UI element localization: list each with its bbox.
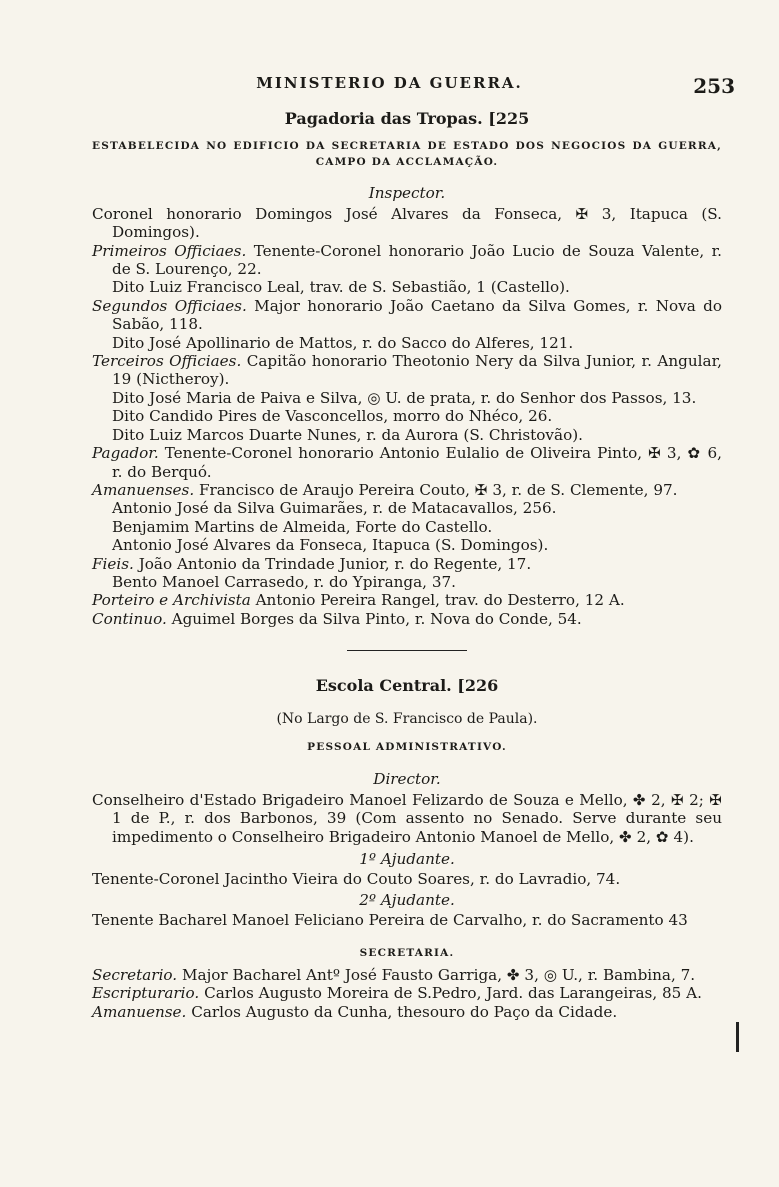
ajudante2-heading: 2º Ajudante. (359, 890, 455, 909)
secretaria-entries (92, 966, 722, 1021)
entry-text: Major honorario João Caetano da Silva Gomes, r. Nova do Sabão, 118. (112, 296, 723, 334)
list-item (92, 205, 722, 242)
entry-label: Terceiros Officiaes. (92, 352, 242, 371)
list-item (92, 426, 722, 444)
list-item (92, 481, 722, 499)
escola-location: (No Largo de S. Francisco de Paula). (276, 710, 538, 727)
margin-mark (736, 1022, 739, 1052)
entry-label: Amanuense. (92, 1002, 187, 1021)
ajudante1-heading: 1º Ajudante. (359, 850, 455, 868)
entry-label: Pagador. (92, 444, 159, 463)
ajudante1-entry: Tenente-Coronel Jacintho Vieira do Couto Soares, r. do Lavradio, 74. (92, 870, 621, 889)
entry-label: Continuo. (92, 609, 167, 628)
entry-text: João Antonio da Trindade Junior, r. do Regente, 17. (133, 554, 532, 573)
list-item (92, 573, 722, 591)
entry-text: Dito José Maria de Paiva e Silva, ◎ U. de prata, r. do Senhor dos Passos, 13. (112, 388, 697, 407)
list-item (92, 499, 722, 517)
entry-text: Bento Manoel Carrasedo, r. do Ypiranga, 37. (112, 572, 456, 591)
pessoal-heading: PESSOAL ADMINISTRATIVO. (307, 740, 507, 753)
entry-text: Benjamim Martins de Almeida, Forte do Castello. (112, 517, 493, 536)
entry-label: Escripturario. (92, 984, 200, 1003)
entry-text: Major Bacharel Antº José Fausto Garriga, ✤ 3, ◎ U., r. Bambina, 7. (177, 966, 696, 985)
escola-title: Escola Central. [226 (315, 676, 499, 696)
entry-label: Primeiros Officiaes. (92, 241, 247, 260)
list-item (92, 407, 722, 425)
director-heading: Director. (373, 770, 441, 789)
list-item (92, 444, 722, 481)
entry-text: Capitão honorario Theotonio Nery da Silva Junior, r. Angular, 19 (Nictheroy). (112, 352, 722, 389)
inspector-heading: Inspector. (368, 184, 446, 203)
list-item (92, 278, 722, 296)
entry-label: Fieis. (92, 554, 134, 573)
entry-text: Tenente-Coronel honorario Antonio Eulalio de Oliveira Pinto, ✠ 3, ✿ 6, r. do Berquó. (112, 444, 722, 481)
list-item (92, 242, 722, 279)
list-item (92, 591, 722, 609)
entry-label: Segundos Officiaes. (92, 296, 247, 315)
entry-text: Coronel honorario Domingos José Alvares da Fonseca, ✠ 3, Itapuca (S. Domingos). (92, 204, 722, 242)
body-text (92, 110, 722, 1021)
section-divider (347, 650, 467, 651)
pagadoria-location: ESTABELECIDA NO EDIFICIO DA SECRETARIA DE ESTADO DOS NEGOCIOS DA GUERRA, CAMPO DA ACCLAMAÇÃO. (92, 140, 722, 169)
list-item (92, 518, 722, 536)
entry-text: Antonio Pereira Rangel, trav. do Desterro, 12 A. (250, 591, 625, 610)
entry-label: Porteiro e Archivista (92, 591, 251, 610)
list-item (92, 536, 722, 554)
entry-text: Francisco de Araujo Pereira Couto, ✠ 3, r. de S. Clemente, 97. (194, 480, 678, 499)
entry-text: Dito Candido Pires de Vasconcellos, morro do Nhéco, 26. (112, 407, 553, 426)
secretaria-heading: SECRETARIA. (359, 946, 455, 959)
list-item (92, 334, 722, 352)
running-head: MINISTERIO DA GUERRA. (256, 74, 523, 92)
entry-label: Secretario. (92, 966, 178, 985)
ajudante2-entry: Tenente Bacharel Manoel Feliciano Pereira de Carvalho, r. do Sacramento 43 (92, 911, 688, 930)
list-item (92, 1003, 722, 1021)
entry-text: Aguimel Borges da Silva Pinto, r. Nova do Conde, 54. (166, 609, 582, 628)
list-item (92, 389, 722, 407)
entry-text: Antonio José da Silva Guimarães, r. de Matacavallos, 256. (112, 499, 557, 518)
entry-text: Carlos Augusto da Cunha, thesouro do Paço da Cidade. (186, 1002, 618, 1021)
entry-text: Dito Luiz Francisco Leal, trav. de S. Sebastião, 1 (Castello). (112, 278, 570, 297)
list-item (92, 966, 722, 984)
list-item (92, 610, 722, 628)
entry-text: Carlos Augusto Moreira de S.Pedro, Jard. das Larangeiras, 85 A. (199, 984, 702, 1003)
page-number: 253 (693, 74, 735, 98)
pagadoria-title: Pagadoria das Tropas. [225 (284, 109, 530, 128)
pagadoria-entries (92, 205, 722, 628)
entry-text: Dito José Apollinario de Mattos, r. do Sacco do Alferes, 121. (112, 333, 574, 352)
entry-text: Antonio José Alvares da Fonseca, Itapuca (S. Domingos). (112, 536, 549, 555)
entry-text: Tenente-Coronel honorario João Lucio de Souza Valente, r. de S. Lourenço, 22. (112, 241, 722, 279)
entry-text: Dito Luiz Marcos Duarte Nunes, r. da Aurora (S. Christovão). (112, 425, 583, 444)
list-item (92, 984, 722, 1002)
list-item (92, 352, 722, 389)
entry-label: Amanuenses. (92, 480, 195, 499)
director-entry: Conselheiro d'Estado Brigadeiro Manoel Felizardo de Souza e Mello, ✤ 2, ✠ 2; ✠ 1 de P., r. dos Barbonos, 39 (Com assento no Senado. Serve durante seu impedimento o Conselheiro Brigadeiro Antonio Manoel de Mello, ✤ 2, ✿ 4). (92, 790, 722, 846)
list-item (92, 555, 722, 573)
list-item (92, 297, 722, 334)
